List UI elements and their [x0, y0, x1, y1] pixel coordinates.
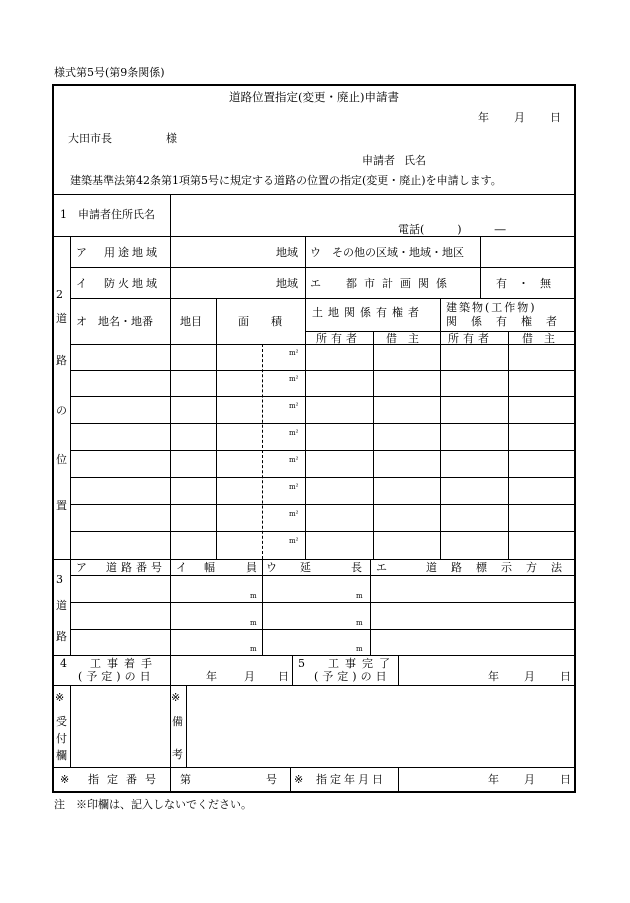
s3-unit-l3: m	[356, 645, 363, 653]
form-title: 道路位置指定(変更・廃止)申請書	[229, 90, 399, 104]
vline-s3-c2	[262, 559, 263, 655]
vline-des-c2	[290, 767, 291, 791]
designation-dai: 第	[180, 773, 191, 786]
s2-tatemono-1: 建築物(工作物)	[446, 301, 537, 314]
s3-unit-l1: m	[356, 592, 363, 600]
s2-u-label: ウ その他の区域・地域・地区	[310, 246, 464, 259]
s5-label-1: 5 工事完了	[298, 657, 396, 670]
s2-tochi-shakushu: 借 主	[386, 332, 419, 345]
vline-s2-c2	[216, 298, 217, 559]
vline-receipt	[70, 685, 71, 767]
line-s1-top	[52, 194, 576, 195]
vline-s2-c1	[170, 236, 171, 559]
line-s2-r7	[70, 531, 576, 532]
receipt-char-2: 付	[56, 732, 67, 745]
s2-tochi-shoyusha: 所有者	[316, 332, 361, 345]
vline-s2-c7	[508, 331, 509, 559]
receipt-char-1: 受	[56, 715, 67, 728]
vline-s2-dashed	[262, 344, 263, 559]
addressee: 大田市長	[68, 132, 112, 145]
date-day: 日	[550, 111, 561, 124]
vline-s3-c3	[370, 559, 371, 655]
line-s3-r1	[70, 602, 576, 603]
s3-unit-w2: m	[250, 619, 257, 627]
s4-label-1: 4 工事着手	[60, 657, 158, 670]
s2-side-1: 2	[56, 288, 63, 301]
line-s2-r3	[70, 423, 576, 424]
vline-remarks-b	[186, 685, 187, 767]
s2-side-3: 路	[56, 354, 67, 367]
s1-label: 1 申請者住所氏名	[60, 208, 155, 221]
frame-left	[52, 84, 54, 793]
statement: 建築基準法第42条第1項第5号に規定する道路の位置の指定(変更・廃止)を申請します。	[70, 174, 502, 187]
line-s2-r5	[70, 477, 576, 478]
s2-menseki: 面 積	[238, 315, 282, 328]
vline-s4-c1	[170, 655, 171, 685]
s3-e-label: エ 道路標示方法	[376, 561, 576, 574]
designation-year: 年	[488, 773, 499, 786]
line-s4-top	[52, 655, 576, 656]
s5-label-2: (予定)の日	[314, 670, 391, 683]
s3-i-label: イ 幅 員	[176, 561, 260, 574]
s2-tate-shakushu: 借 主	[522, 332, 555, 345]
s2-i-chiiki: 地域	[276, 277, 298, 290]
line-s3-top	[52, 559, 576, 560]
line-s2-row2	[70, 298, 576, 299]
footnote: 注 ※印欄は、記入しないでください。	[54, 798, 252, 811]
frame-right	[574, 84, 576, 793]
s3-side-1: 3	[56, 573, 63, 586]
vline-s4-c2	[292, 655, 293, 685]
line-s2-top	[52, 236, 576, 237]
line-receipt-top	[52, 685, 576, 686]
designation-go: 号	[266, 773, 277, 786]
s3-side-2: 道	[56, 599, 67, 612]
line-s2-r4	[70, 450, 576, 451]
designation-number-label: 指定番号	[88, 773, 164, 786]
s2-tatemono-2: 関係有権者	[446, 315, 571, 328]
s2-unit-6: m²	[289, 483, 299, 491]
designation-month: 月	[524, 773, 535, 786]
remarks-char-2: 考	[172, 748, 183, 761]
line-s2-row1	[70, 267, 576, 268]
s3-unit-w1: m	[250, 592, 257, 600]
vline-s2-c6	[480, 236, 481, 298]
s4-label-2: (予定)の日	[78, 670, 155, 683]
remarks-mark: ※	[171, 691, 181, 704]
s4-month: 月	[244, 670, 255, 683]
s2-tate-shoyusha: 所有者	[448, 332, 493, 345]
frame-bottom	[52, 791, 576, 793]
addressee-sama: 様	[166, 132, 177, 145]
vline-s1	[170, 194, 171, 236]
line-s3-r0	[70, 575, 576, 576]
designation-date-mark: ※	[294, 773, 304, 786]
s2-a-label: ア 用途地域	[76, 246, 160, 259]
designation-day: 日	[560, 773, 571, 786]
s2-side-2: 道	[56, 312, 67, 325]
vline-side	[70, 236, 71, 655]
vline-s2-c3	[305, 236, 306, 559]
s5-month: 月	[524, 670, 535, 683]
vline-des-c3	[398, 767, 399, 791]
vline-s3-c1	[170, 559, 171, 655]
s2-unit-5: m²	[289, 456, 299, 464]
s2-o-label: オ 地名・地番	[76, 315, 153, 328]
s2-unit-3: m²	[289, 402, 299, 410]
s4-year: 年	[206, 670, 217, 683]
s2-a-chiiki: 地域	[276, 246, 298, 259]
s2-chimoku: 地目	[180, 315, 202, 328]
s2-unit-2: m²	[289, 375, 299, 383]
s2-i-label: イ 防火地域	[76, 277, 160, 290]
s2-side-6: 置	[56, 499, 67, 512]
receipt-mark: ※	[55, 691, 65, 704]
line-s3-r2	[70, 629, 576, 630]
vline-des-c1	[170, 767, 171, 791]
s3-unit-w3: m	[250, 645, 257, 653]
s3-unit-l2: m	[356, 619, 363, 627]
line-s2-r2	[70, 396, 576, 397]
s2-unit-1: m²	[289, 349, 299, 357]
date-month: 月	[514, 111, 525, 124]
line-s2-r6	[70, 504, 576, 505]
name-label: 氏名	[404, 154, 426, 167]
designation-mark: ※	[60, 773, 70, 786]
s2-unit-4: m²	[289, 429, 299, 437]
vline-s2-c5	[440, 298, 441, 559]
s2-side-5: 位	[56, 453, 67, 466]
s3-a-label: ア 道路番号	[76, 561, 166, 574]
form-number: 様式第5号(第9条関係)	[54, 66, 165, 79]
s5-day: 日	[560, 670, 571, 683]
line-s2-r1	[70, 370, 576, 371]
s2-e-label: エ 都市計画関係	[310, 277, 454, 290]
s4-day: 日	[278, 670, 289, 683]
s3-u-label: ウ 延 長	[266, 561, 368, 574]
vline-s2-c4	[373, 331, 374, 559]
vline-s4-c3	[398, 655, 399, 685]
applicant-label: 申請者	[362, 154, 395, 167]
s2-tochi: 土地関係有権者	[312, 306, 424, 319]
s2-unit-7: m²	[289, 510, 299, 518]
s2-unit-8: m²	[289, 537, 299, 545]
receipt-char-3: 欄	[56, 749, 67, 762]
line-designation-top	[52, 767, 576, 768]
date-year: 年	[478, 111, 489, 124]
s3-side-3: 路	[56, 630, 67, 643]
s5-year: 年	[488, 670, 499, 683]
designation-date-label: 指定年月日	[316, 773, 386, 786]
remarks-char-1: 備	[172, 715, 183, 728]
s1-phone: 電話( ) ―	[398, 223, 506, 236]
frame-top	[52, 84, 576, 86]
s2-umu: 有 ・ 無	[496, 277, 551, 290]
s2-side-4: の	[56, 404, 67, 417]
